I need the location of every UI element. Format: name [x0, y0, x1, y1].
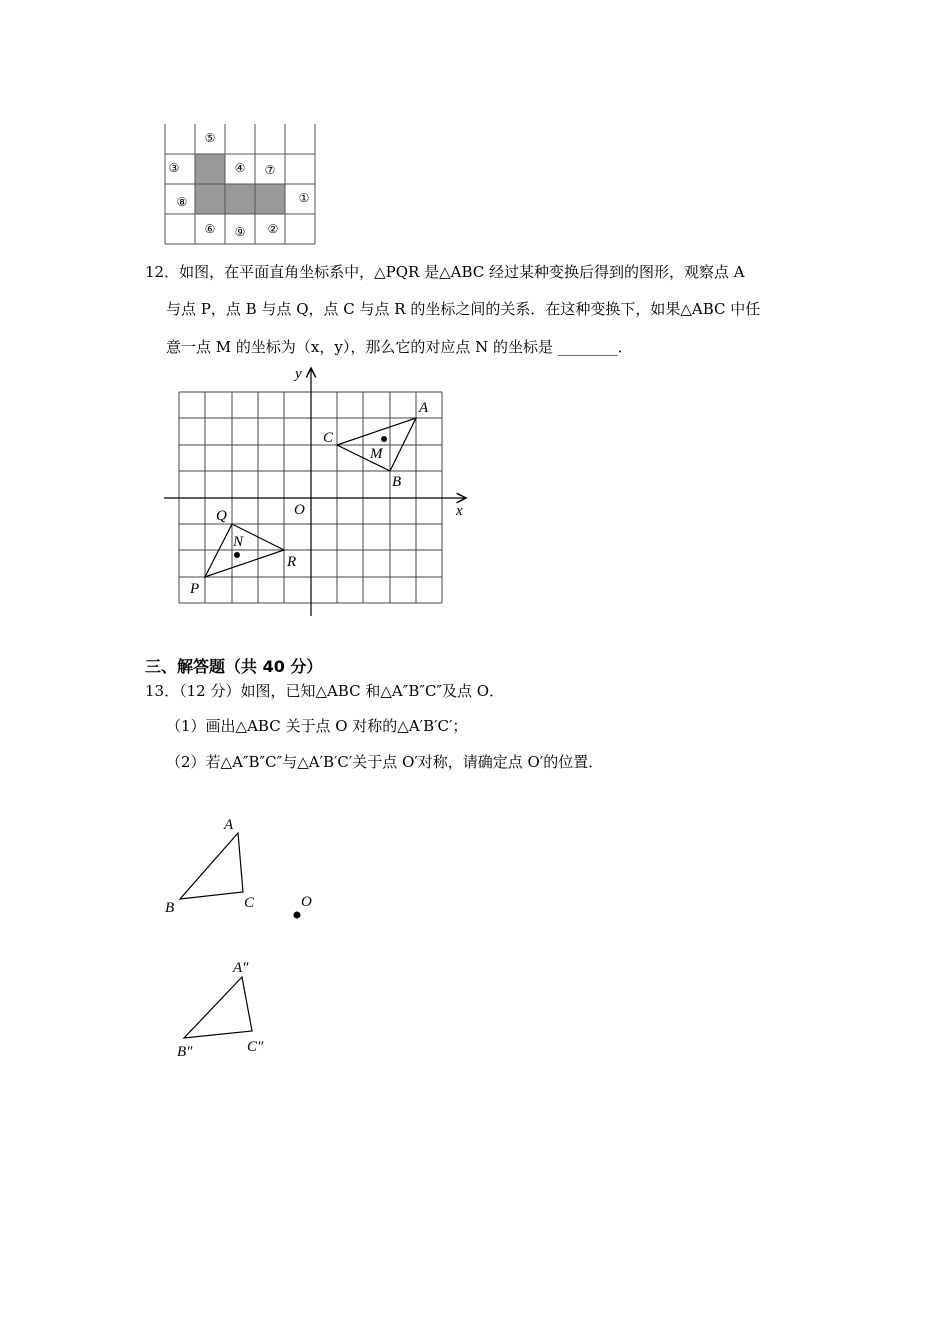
q13-part1: （1）画出△ABC 关于点 O 对称的△A′B′C′； — [166, 717, 468, 735]
origin-label: O — [294, 502, 305, 518]
point-O — [294, 912, 301, 919]
cell-label: ① — [298, 191, 310, 205]
y-axis-label: y — [295, 366, 302, 382]
cell-label: ③ — [168, 161, 180, 175]
section-title: 三、解答题（共 40 分） — [145, 657, 323, 676]
cell-label: ⑦ — [264, 163, 276, 177]
q13-line1: 13．（12 分）如图，已知△ABC 和△A″B″C″及点 O． — [145, 682, 505, 700]
cell-label: ⑥ — [204, 222, 216, 236]
cell-label: ② — [267, 222, 279, 236]
label-C: C — [323, 430, 334, 446]
cell-label: ⑨ — [234, 225, 246, 239]
triangle-A2B2C2 — [184, 977, 252, 1038]
q13-part2: （2）若△A″B″C″与△A′B′C′关于点 O′对称，请确定点 O′的位置． — [166, 753, 604, 771]
label-P: P — [190, 581, 200, 597]
label-Q: Q — [216, 508, 227, 524]
x-axis-label: x — [456, 503, 463, 519]
q12-line3: 意一点 M 的坐标为（x，y），那么它的对应点 N 的坐标是 ________． — [166, 338, 633, 356]
label-B: B — [392, 474, 402, 490]
label-N: N — [233, 534, 244, 550]
shaded-grid-figure — [160, 120, 325, 250]
label-B: B — [165, 900, 175, 916]
coordinate-graph — [160, 360, 480, 620]
label-R: R — [287, 554, 297, 570]
point-N — [234, 552, 240, 558]
point-M — [381, 436, 387, 442]
cell-label: ④ — [234, 161, 246, 175]
label-A2: A″ — [233, 960, 249, 976]
q12-line1: 12．如图，在平面直角坐标系中，△PQR 是△ABC 经过某种变换后得到的图形，观察点 A — [145, 263, 745, 281]
triangles-figure — [155, 805, 335, 1070]
label-C: C — [244, 895, 255, 911]
q12-line2: 与点 P，点 B 与点 Q，点 C 与点 R 的坐标之间的关系．在这种变换下，如果△ABC 中任 — [166, 300, 761, 318]
label-A: A — [419, 400, 429, 416]
label-A: A — [224, 817, 234, 833]
cell-label: ⑧ — [176, 195, 188, 209]
triangle-ABC — [180, 833, 243, 899]
label-C2: C″ — [247, 1039, 264, 1055]
label-O: O — [301, 894, 312, 910]
cell-label: ⑤ — [204, 131, 216, 145]
label-B2: B″ — [177, 1044, 193, 1060]
label-M: M — [370, 446, 383, 462]
